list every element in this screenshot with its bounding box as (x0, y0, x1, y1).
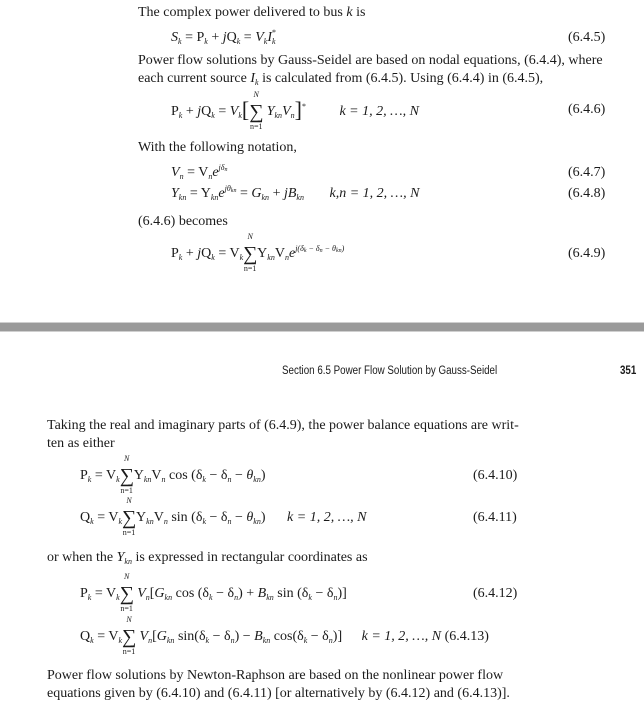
equation-6-4-7: $V_n = V_ne^{j\delta_n}$ (171, 163, 228, 181)
equation-number: (6.4.6) (568, 102, 606, 117)
text-span: is calculated from (6.4.5). Using (6.4.4) in (6.4.5), (258, 71, 544, 86)
paragraph-line: Taking the real and imaginary parts of (6.4.9), the power balance equations are writ- (47, 418, 519, 433)
equation-6-4-11: $Q_k = V_k\sum$ N n=1 $Y_{kn}V_n$ $\sin (\delta_k - \delta_n - \theta_{kn}) k = 1$, 2, …, N (80, 496, 367, 537)
running-header: Section 6.5 Power Flow Solution by Gauss-Seidel (282, 365, 498, 377)
paragraph-line: ten as either (47, 436, 115, 451)
equation-6-4-5: $S_k = P_k + jQ_k = V_kI^*_k$ (171, 28, 276, 46)
paragraph-newton-raphson (47, 667, 527, 703)
equation-number: (6.4.7) (568, 165, 606, 180)
equation-number: (6.4.8) (568, 186, 606, 201)
paragraph-line: each current source $I_k$ is calculated from (6.4.5). Using (6.4.4) in (6.4.5), (138, 71, 544, 87)
equation-6-4-13: $Q_k = V_k\sum$ N n=1 $V_n[G_{kn}$ $\sin(\delta_k - \delta_n) - B_{kn}$ $\cos(\delta_k - \delta_n)$] k = 1, 2, …, N (6.4.13) (80, 615, 489, 656)
becomes-text: (6.4.6) becomes (138, 214, 228, 229)
paragraph-line: Power flow solutions by Newton-Raphson are based on the nonlinear power flow (47, 668, 504, 683)
page-divider (0, 322, 644, 332)
equation-number: (6.4.9) (568, 246, 606, 261)
summation-symbol: ∑ N n=1 (249, 90, 264, 131)
equation-6-4-8: $Y_{kn} = Y_{kn}e^{j\theta_{kn}} = G_{kn} + jB_{kn}$ k,n = 1, 2, …, N (171, 184, 420, 202)
index-range: k = 1, 2, …, N (287, 510, 367, 525)
summation-symbol: ∑ N n=1 (122, 615, 137, 656)
intro-text (138, 4, 365, 22)
equation-6-4-10: $P_k = V_k\sum$ N n=1 $Y_{kn}V_n$ $\cos (\delta_k - \delta_n - \theta_{kn})$ (80, 454, 266, 495)
equation-number: (6.4.5) (568, 30, 606, 45)
index-range: k = 1, 2, …, N (361, 629, 442, 644)
equation-6-4-6: $P_k + jQ_k = V_k[\sum$ N n=1 $Y_{kn}V_n]^*$ k = 1, 2, …, N (171, 90, 419, 131)
equation-number: (6.4.11) (473, 510, 517, 525)
summation-symbol: ∑ N n=1 (119, 454, 134, 495)
intro-text-b: is (352, 5, 366, 20)
paragraph-rectangular: or when the $Y_{kn}$ is expressed in rectangular coordinates as (47, 550, 368, 566)
equation-number: (6.4.13) (444, 629, 489, 644)
paragraph-taking (47, 417, 527, 453)
paragraph-line: equations given by (6.4.10) and (6.4.11) [or alternatively by (6.4.12) and (6.4.13)]. (47, 686, 510, 701)
page-number: 351 (620, 365, 637, 377)
intro-text-a: The complex power delivered to bus (138, 5, 347, 20)
notation-text: With the following notation, (138, 140, 297, 155)
equation-6-4-9: $P_k + jQ_k = V_k\sum$ N n=1 $Y_{kn}V_ne^{j(\delta_k - \delta_n - \theta_{kn})}$ (171, 232, 345, 273)
summation-symbol: ∑ N n=1 (119, 572, 134, 613)
paragraph-line: Power flow solutions by Gauss-Seidel are based on nodal equations, (6.4.4), where (138, 53, 603, 68)
text-span: each current source (138, 71, 251, 86)
equation-number: (6.4.12) (473, 586, 518, 601)
text-span: is expressed in rectangular coordinates as (131, 550, 368, 565)
index-range: k = 1, 2, …, N (339, 104, 419, 119)
paragraph-gauss-seidel (138, 52, 610, 88)
text-span: or when the (47, 550, 117, 565)
var-k: k (346, 5, 353, 20)
equation-6-4-12: $P_k = V_k\sum$ N n=1 $V_n[G_{kn}$ $\cos (\delta_k - \delta_n) + B_{kn}$ $\sin (\delta_k - \delta_n)$] (80, 572, 347, 613)
summation-symbol: ∑ N n=1 (122, 496, 137, 537)
summation-symbol: ∑ N n=1 (243, 232, 258, 273)
index-range: k,n = 1, 2, …, N (329, 186, 420, 201)
equation-number: (6.4.10) (473, 468, 518, 483)
